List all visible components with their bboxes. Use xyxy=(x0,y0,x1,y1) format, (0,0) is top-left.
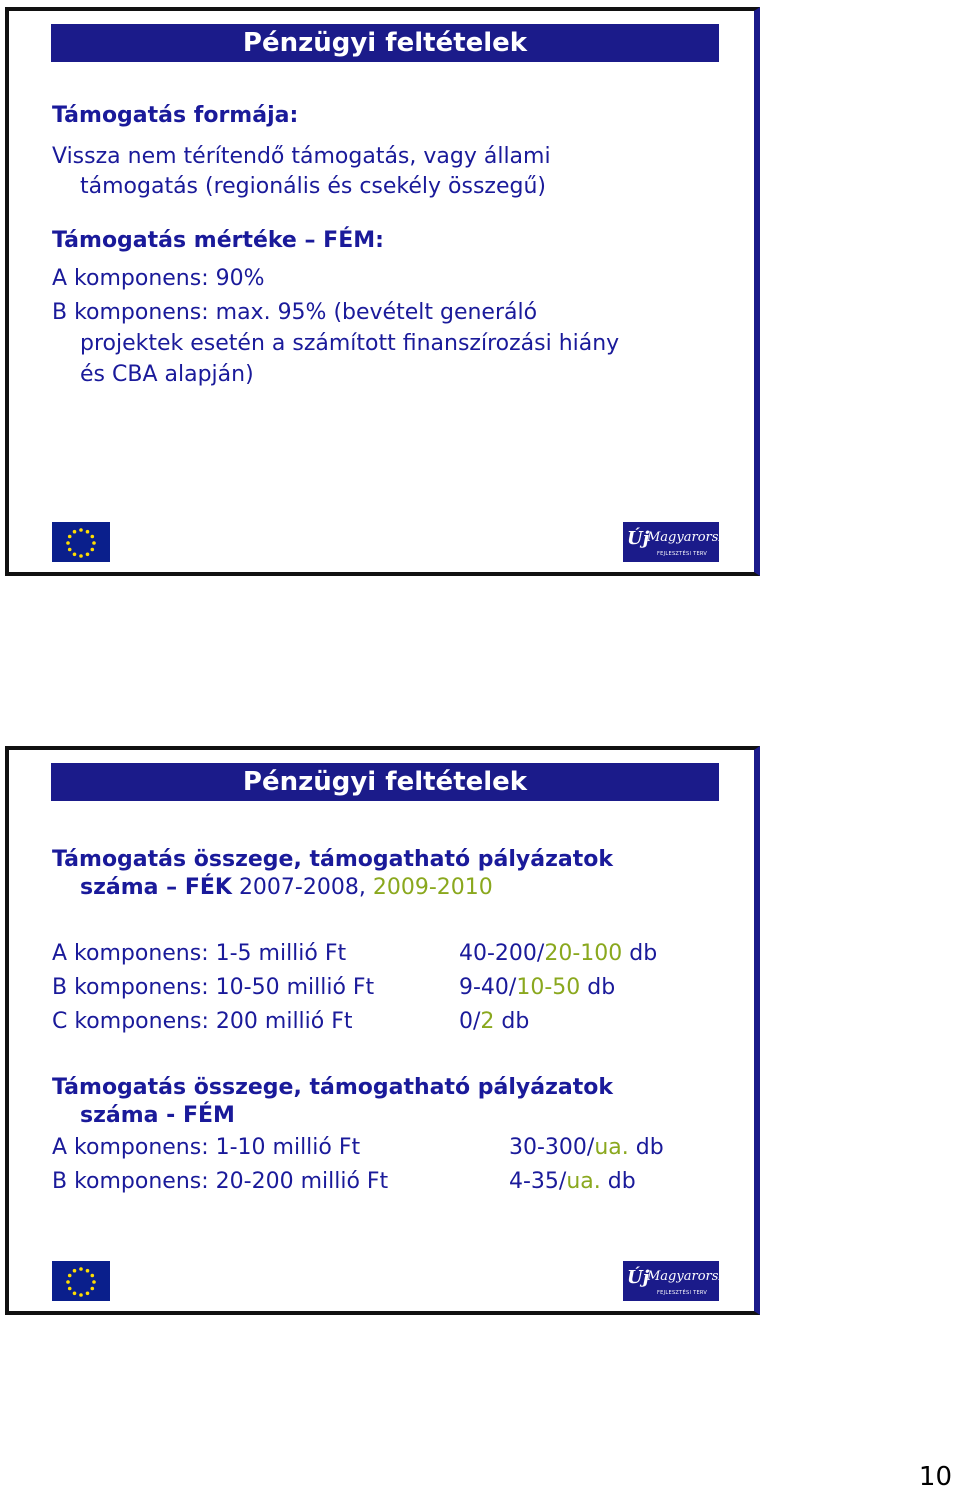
support-rate-b-line-3: és CBA alapján) xyxy=(80,362,254,387)
support-form-line-2: támogatás (regionális és csekély összegű) xyxy=(80,174,546,199)
fem-row-b-value: 4-35/ua. db xyxy=(509,1169,636,1194)
support-form-line-1: Vissza nem térítendő támogatás, vagy állami xyxy=(52,144,551,169)
support-rate-a: A komponens: 90% xyxy=(52,266,265,291)
fem-row-a-label: A komponens: 1-10 millió Ft xyxy=(52,1135,361,1160)
fek-row-c-label: C komponens: 200 millió Ft xyxy=(52,1009,353,1034)
fek-heading-line-1: Támogatás összege, támogatható pályázatok xyxy=(52,847,614,872)
fek-row-a-label: A komponens: 1-5 millió Ft xyxy=(52,941,347,966)
support-rate-b-line-1: B komponens: max. 95% (bevételt generáló xyxy=(52,300,538,325)
support-rate-b-line-2: projektek esetén a számított finanszírozási hiány xyxy=(80,331,620,356)
fem-row-b-label: B komponens: 20-200 millió Ft xyxy=(52,1169,389,1194)
slide-1 xyxy=(5,7,760,576)
fek-heading-line-2: száma – FÉK 2007-2008, 2009-2010 xyxy=(80,875,493,900)
support-form-heading: Támogatás formája: xyxy=(52,103,299,128)
page-number: 10 xyxy=(918,1462,952,1492)
fem-heading-line-2: száma - FÉM xyxy=(80,1103,235,1128)
fek-row-c-value: 0/2 db xyxy=(459,1009,530,1034)
slide-title: Pénzügyi feltételek xyxy=(51,763,719,801)
fek-row-b-value: 9-40/10-50 db xyxy=(459,975,616,1000)
umft-logo: Új Magyarország FEJLESZTÉSI TERV xyxy=(623,522,719,562)
eu-flag-icon xyxy=(52,1261,110,1301)
eu-flag-icon xyxy=(52,522,110,562)
fem-heading-line-1: Támogatás összege, támogatható pályázatok xyxy=(52,1075,614,1100)
fek-row-b-label: B komponens: 10-50 millió Ft xyxy=(52,975,375,1000)
slide-title: Pénzügyi feltételek xyxy=(51,24,719,62)
slide-2 xyxy=(5,746,760,1315)
support-rate-heading: Támogatás mértéke – FÉM: xyxy=(52,228,384,253)
fem-row-a-value: 30-300/ua. db xyxy=(509,1135,664,1160)
umft-logo: Új Magyarország FEJLESZTÉSI TERV xyxy=(623,1261,719,1301)
fek-row-a-value: 40-200/20-100 db xyxy=(459,941,658,966)
